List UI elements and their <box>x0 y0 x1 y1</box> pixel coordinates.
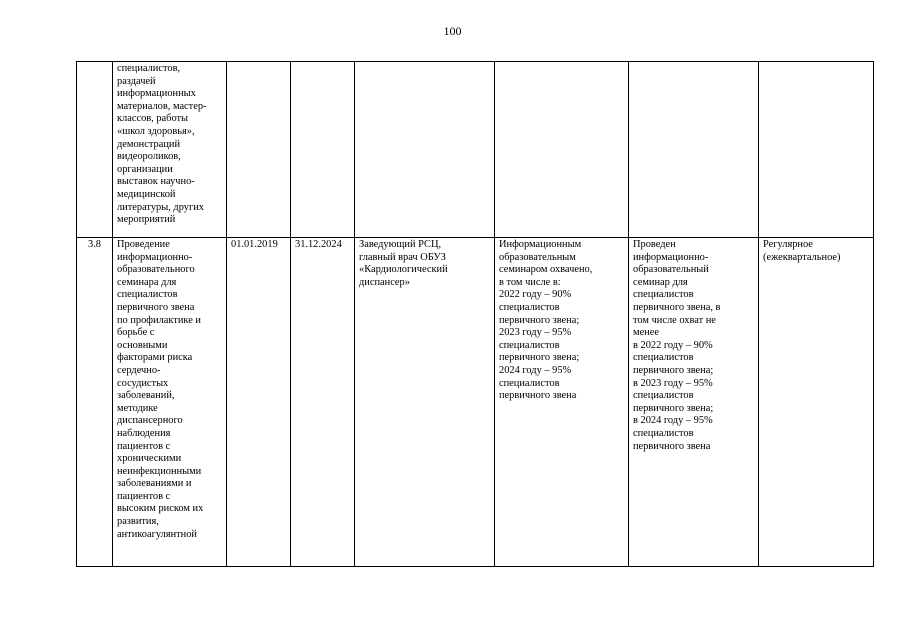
cell-text-line: первичного звена; <box>633 364 714 376</box>
cell-text-line: заболеваниями и <box>117 478 192 490</box>
cell-text-line: 2024 году – 95% <box>499 364 572 376</box>
cell-text-line: медицинской <box>117 188 176 200</box>
cell-text-line: образовательного <box>117 264 195 276</box>
cell-text-line: специалистов, <box>117 63 181 74</box>
cell-text-line: специалистов <box>633 390 694 402</box>
cell-measure <box>113 238 227 567</box>
cell-text-line: первичного звена; <box>499 314 580 326</box>
cell-text-line: специалистов <box>499 301 560 313</box>
cell-text-line: развития, <box>117 516 159 528</box>
cell-text-line: Проведен <box>633 239 676 250</box>
cell-text-line: по профилактике и <box>117 314 201 326</box>
cell-text-line: Проведение <box>117 239 170 250</box>
cell-responsible <box>355 62 495 238</box>
cell-text-line: видеороликов, <box>117 151 181 163</box>
cell-text-line: методике <box>117 402 158 414</box>
cell-text-line: первичного звена, в <box>633 301 721 313</box>
cell-text-line: диспансер» <box>359 276 410 288</box>
cell-text-line: Регулярное <box>763 239 813 250</box>
cell-text-line: информационно- <box>117 251 193 263</box>
cell-end-date: 31.12.2024 <box>291 238 355 567</box>
cell-periodicity <box>759 62 874 238</box>
cell-text-line: раздачей <box>117 75 156 87</box>
cell-text-line: борьбе с <box>117 327 155 339</box>
cell-text-line: том числе охват не <box>633 314 716 326</box>
cell-text-line: менее <box>633 327 659 339</box>
cell-text-line: литературы, других <box>117 201 204 213</box>
cell-text-line: пациентов с <box>117 440 171 452</box>
cell-text-line: факторами риска <box>117 352 193 364</box>
cell-text-line: специалистов <box>499 377 560 389</box>
cell-text-line: образовательный <box>633 264 709 276</box>
cell-number <box>77 62 113 238</box>
cell-text-line: в том числе в: <box>499 276 561 288</box>
cell-number: 3.8 <box>77 238 113 567</box>
page-number: 100 <box>443 24 462 38</box>
cell-text-line: неинфекционными <box>117 465 202 477</box>
cell-start-date: 01.01.2019 <box>227 238 291 567</box>
cell-end-date <box>291 62 355 238</box>
cell-text-line: демонстраций <box>117 138 180 150</box>
measures-table <box>76 61 874 567</box>
cell-text-line: семинар для <box>633 276 688 288</box>
cell-text-line: первичного звена; <box>633 402 714 414</box>
cell-text-line: «Кардиологический <box>359 264 448 276</box>
cell-text-line: 2023 году – 95% <box>499 327 572 339</box>
cell-text-line: Информационным <box>499 239 582 250</box>
cell-text-line: наблюдения <box>117 427 171 439</box>
table-row <box>77 238 874 567</box>
cell-text-line: организации <box>117 163 173 175</box>
cell-text-line: антикоагулянтной <box>117 528 197 540</box>
cell-text-line: выставок научно- <box>117 176 195 188</box>
table-row <box>77 62 874 238</box>
cell-text-line: семинаром охвачено, <box>499 264 593 276</box>
cell-text-line: пациентов с <box>117 490 171 502</box>
cell-text-line: 2022 году – 90% <box>499 289 572 301</box>
cell-text-line: основными <box>117 339 168 351</box>
cell-text-line: хроническими <box>117 453 182 465</box>
cell-text-line: первичного звена <box>117 301 195 313</box>
cell-text-line: главный врач ОБУЗ <box>359 251 446 263</box>
cell-text-line: специалистов <box>633 427 694 439</box>
cell-indicator <box>495 238 629 567</box>
cell-text-line: «школ здоровья», <box>117 125 195 137</box>
cell-text-line: первичного звена; <box>499 352 580 364</box>
cell-result <box>629 62 759 238</box>
cell-text-line: Заведующий РСЦ, <box>359 239 442 250</box>
cell-text-line: специалистов <box>117 289 178 301</box>
cell-text-line: в 2023 году – 95% <box>633 377 713 389</box>
cell-start-date <box>227 62 291 238</box>
cell-responsible <box>355 238 495 567</box>
cell-text-line: материалов, мастер- <box>117 100 207 112</box>
cell-text-line: (ежеквартальное) <box>763 251 841 263</box>
cell-text-line: семинара для <box>117 276 177 288</box>
cell-text-line: специалистов <box>499 339 560 351</box>
cell-text-line: классов, работы <box>117 113 189 125</box>
cell-text-line: в 2022 году – 90% <box>633 339 713 351</box>
cell-text-line: образовательным <box>499 251 576 263</box>
cell-indicator <box>495 62 629 238</box>
cell-text-line: сосудистых <box>117 377 169 389</box>
cell-text-line: высоким риском их <box>117 503 204 515</box>
cell-text-line: мероприятий <box>117 214 176 226</box>
cell-text-line: специалистов <box>633 352 694 364</box>
cell-text-line: специалистов <box>633 289 694 301</box>
cell-text-line: в 2024 году – 95% <box>633 415 713 427</box>
cell-result <box>629 238 759 567</box>
cell-measure <box>113 62 227 238</box>
cell-periodicity <box>759 238 874 567</box>
cell-text-line: первичного звена <box>499 390 577 402</box>
cell-text-line: заболеваний, <box>117 390 175 402</box>
cell-text-line: диспансерного <box>117 415 183 427</box>
cell-text-line: первичного звена <box>633 440 711 452</box>
cell-text-line: информационно- <box>633 251 709 263</box>
cell-text-line: сердечно- <box>117 364 161 376</box>
table-body <box>77 62 874 567</box>
cell-text-line: информационных <box>117 88 196 100</box>
